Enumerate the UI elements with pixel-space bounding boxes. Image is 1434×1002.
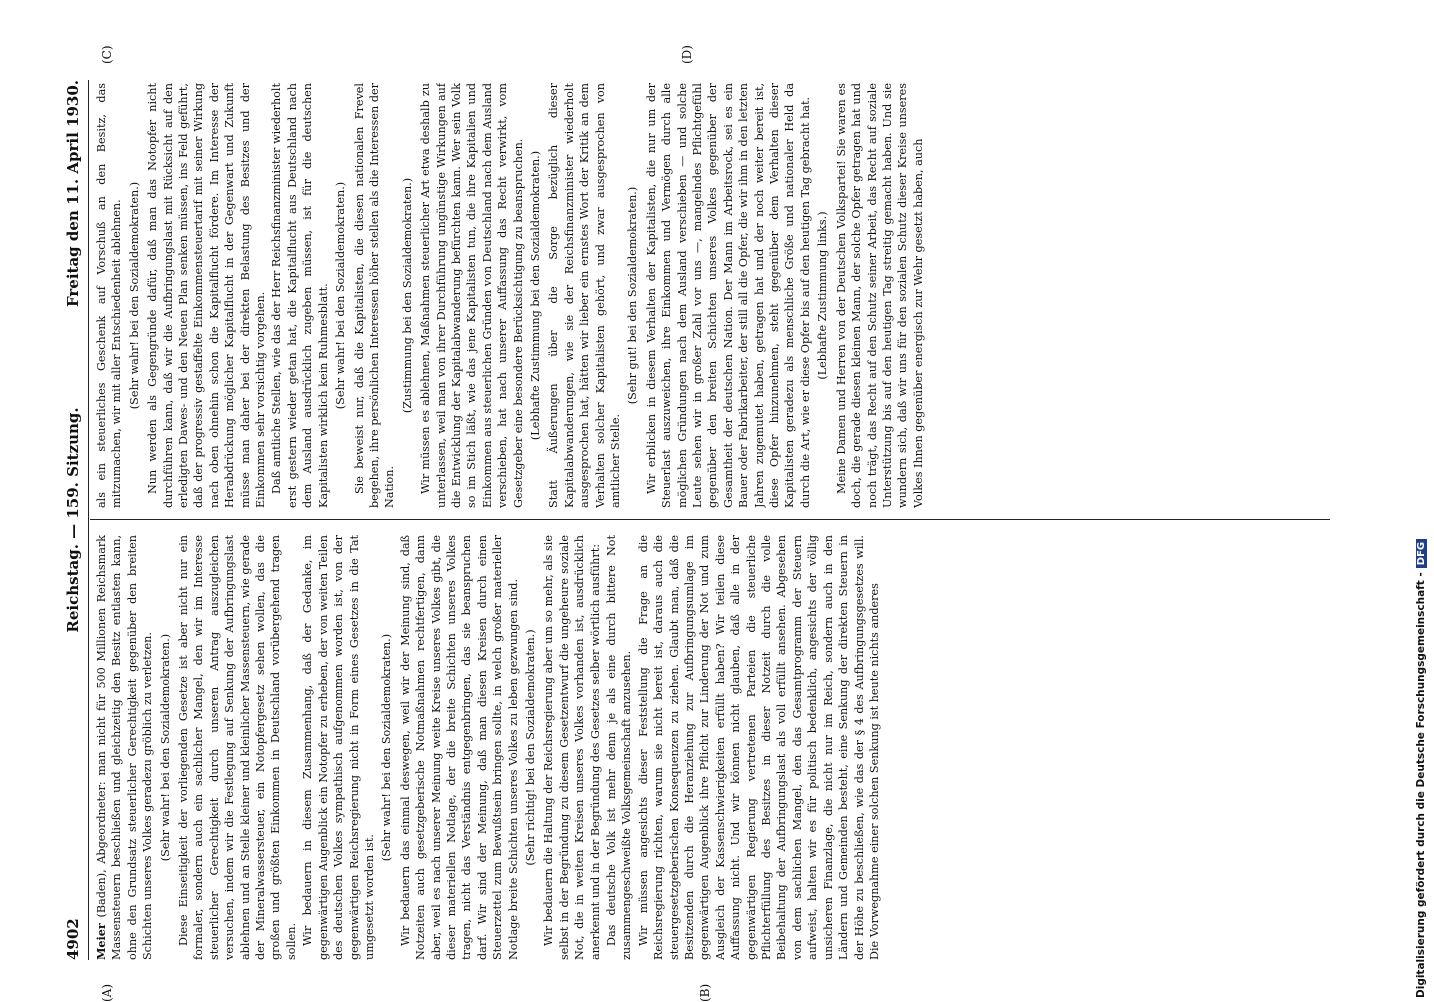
paragraph-text: Das deutsche Volk ist mehr denn je als eine durch bittere Not zusammengeschweißte Volksgemeinschaft anzusehen.: [605, 535, 634, 960]
margin-mark-a: (A): [100, 983, 114, 1002]
paragraph: [176, 535, 299, 960]
interjection: (Lebhafte Zustimmung links.): [816, 211, 830, 380]
paragraph-text: Daß amtliche Stellen, wie das der Herr Reichsfinanzminister wiederholt erst gestern wieder getan hat, die Kapitalflucht aus Deutschland nach dem Ausland ausdrücklich zugeben müssen, ist für die deutschen Kapitalisten wirklich kein Ruhmesblatt.: [270, 83, 330, 508]
margin-mark-d: (D): [680, 45, 694, 64]
paragraph: [145, 83, 268, 508]
paragraph-text: Statt Äußerungen über die Sorge bezüglich dieser Kapitalabwanderungen, wie sie der Reichsfinanzminister wiederholt ausgesprochen hat, hätten wir lieber ein ernstes Wort der Kritik an dem Verhalten solcher Kapitalisten gehört, und zwar ausgesprochen von amtlicher Stelle.: [547, 83, 622, 508]
header-rule: [88, 80, 89, 960]
interjection: (Lebhafte Zustimmung bei den Sozialdemokraten.): [528, 150, 542, 441]
paragraph: [94, 535, 156, 960]
paragraph: [300, 535, 377, 960]
interjection: (Sehr wahr! bei den Sozialdemokraten.): [127, 181, 141, 410]
paragraph: [352, 83, 398, 508]
paragraph: [398, 535, 521, 960]
paragraph-text: Wir bedauern das einmal deswegen, weil wir der Meinung sind, daß Notzeiten auch gesetzgeberische Notmaßnahmen rechtfertigen, dann aber, weil es nach unserer Meinung weite Kreise unseres Volkes gibt, die dieser materiellen Notlage, der die breite Schichten unseres Volkes tragen, nicht das Verständnis entgegenbringen, das sie beanspruchen darf. Wir sind der Meinung, daß man diesen Kreisen durch einen Steuerzettel zum Bewußtsein bringen sollte, in welch großer materieller Notlage breite Schichten unseres Volkes zu leben gezwungen sind.: [398, 535, 520, 960]
paragraph: [644, 83, 813, 508]
speaker-name: Meier: [94, 923, 108, 960]
paragraph-text: Sie beweist nur, daß die Kapitalisten, die diesen nationalen Frevel begehen, ihre persönlichen Interessen höher stellen als die Interessen der Nation.: [352, 83, 397, 508]
paragraph: [834, 83, 926, 508]
paragraph-text: Wir müssen angesichts dieser Feststellung die Frage an die Reichsregierung richten, warum sie nicht bereit ist, daraus auch die steuergesetzgeberischen Konsequenzen zu ziehen. Glaubt man, daß die Besitzenden durch die Heranziehung zur Aufbringungsumlage im gegenwärtigen Augenblick ihre Pflicht zur Linderung der Not und zum Ausgleich der Kassenschwierigkeiten erfüllt haben? Wir teilen diese Auffassung nicht. Und wir können nicht glauben, daß alle in der gegenwärtigen Regierung vertretenen Parteien die steuerliche Pflichterfüllung des Besitzes in dieser Notzeit durch die volle Beibehaltung der Aufbringungslast als voll erfüllt ansehen. Abgesehen von dem sachlichen Mangel, den das Gesamtprogramm der Steuern aufweist, halten wir es für politisch bedenklich, angesichts der völlig unsicheren Finanzlage, die nicht nur im Reich, sondern auch in den Ländern und Gemeinden besteht, eine Senkung der direkten Steuern in der Höhe zu beschließen, wie das der § 4 des Aufbringungsgesetzes will. Die Vorwegnahme einer solchen Senkung ist heute nichts anderes: [636, 535, 881, 960]
interjection: (Sehr gut! bei den Sozialdemokraten.): [626, 186, 640, 405]
interjection: (Sehr wahr! bei den Sozialdemokraten.): [158, 633, 172, 862]
page-number: 4902: [64, 918, 82, 960]
paragraph: [541, 535, 603, 960]
interjection: (Sehr wahr! bei den Sozialdemokraten.): [380, 633, 394, 862]
paragraph-text: Wir müssen es ablehnen, Maßnahmen steuerlicher Art etwa deshalb zu unterlassen, weil man von ihrer Durchführung ungünstige Wirkungen auf die Entwicklung der Kapitalabwanderung befürchten kann. Wer sein Volk so im Stich läßt, wie das jene Kapitalisten tun, die ihre Kapitalien und Einkommen aus steuerlichen Gründen von Deutschland nach dem Ausland verschieben, hat nach unserer Auffassung das Recht verwirkt, vom Gesetzgeber eine besondere Berücksichtigung zu beanspruchen.: [419, 83, 525, 508]
interjection: (Sehr richtig! bei den Sozialdemokraten.): [523, 629, 537, 866]
sidebar-credit: [1415, 13, 1431, 998]
paragraph-text: man nicht für 500 Millionen Reichsmark Massensteuern beschließen und gleichzeitig den Besitz entlasten kann, ohne den Grundsatz steuerlicher Gerechtigkeit gegenüber den breiten Schichten unseres Volkes geradezu gröblich zu verletzen.: [95, 535, 155, 960]
paragraph: [546, 83, 623, 508]
paragraph-text: Wir bedauern die Haltung der Reichsregierung aber um so mehr, als sie selbst in der Begründung zu diesem Gesetzentwurf die ungeheure soziale Not, die in weiten Kreisen unseres Volkes vorhanden ist, ausdrücklich anerkennt und in der Begründung des Gesetzes selber wörtlich ausführt:: [542, 535, 602, 960]
dfg-logo: DFG: [1416, 539, 1427, 568]
paragraph: [604, 535, 635, 960]
column-divider: [90, 519, 1330, 520]
paragraph: [636, 535, 883, 960]
margin-mark-c: (C): [100, 45, 114, 64]
paragraph: [418, 83, 526, 508]
paragraph: [94, 83, 125, 508]
speaker-role: (Baden), Abgeordneter:: [95, 775, 108, 924]
interjection: (Sehr wahr! bei den Sozialdemokraten.): [334, 181, 348, 410]
paragraph-text: als ein steuerliches Geschenk auf Vorschuß an den Besitz, das mitzumachen, wir mit aller Entschiedenheit ablehnen.: [95, 83, 124, 508]
paragraph-text: Meine Damen und Herren von der Deutschen Volkspartei! Sie waren es doch, die gerade diesen kleinen Mann, der solche Opfer getragen hat und noch trägt, das Recht auf den Schutz seiner Arbeit, das Recht auf soziale Unterstützung bis auf den heutigen Tag streitig gemacht haben. Und sie wundern sich, daß wir uns für den sozialen Schutz dieser Kreise unseres Volkes Ihnen gegenüber energisch zur Wehr gesetzt haben, auch: [834, 83, 925, 508]
margin-mark-b: (B): [698, 983, 712, 1002]
paragraph-text: Wir bedauern in diesem Zusammenhang, daß der Gedanke, im gegenwärtigen Augenblick ein Notopfer zu erheben, der von weiten Teilen des deutschen Volkes sympathisch aufgenommen worden ist, von der gegenwärtigen Reichsregierung nicht in Form eines Gesetzes in die Tat umgesetzt worden ist.: [301, 535, 376, 960]
left-column: [94, 535, 1329, 960]
paragraph-text: Nun werden als Gegengründe dafür, daß man das Notopfer nicht durchführen kann, daß wir die Aufbringungslast mit Rücksicht auf den erledigten Dawes- und den Neuen Plan senken müssen, ins Feld geführt, daß der progressiv gestaffelte Einkommensteuertarif mit seiner Wirkung nach oben ohnehin schon die Kapitalflucht fördere. Im Interesse der Herabdrückung möglicher Kapitalflucht in der Gegenwart und Zukunft müsse man daher bei der direkten Belastung des Besitzes und der Einkommen sehr vorsichtig vorgehen.: [146, 83, 268, 508]
page-header: [60, 80, 90, 960]
paragraph-text: Diese Einseitigkeit der vorliegenden Gesetze ist aber nicht nur ein formaler, sondern auch ein sachlicher Mangel, den wir im Interesse steuerlicher Gerechtigkeit durch unseren Antrag auszugleichen versuchen, indem wir die Festlegung auf Senkung der Aufbringungslast ablehnen und an Stelle kleiner und kleinlicher Massensteuern, wie gerade der Mineralwassersteuer, ein Notopfergesetz sehen wollen, das die großen und größten Einkommen in Deutschland vorübergehend tragen sollen.: [177, 535, 298, 960]
header-title: Reichstag. — 159. Sitzung.: [64, 407, 82, 633]
paragraph: [269, 83, 331, 508]
rotated-page: [60, 45, 1335, 1002]
right-column: [94, 83, 1329, 508]
header-date: Freitag den 11. April 1930.: [64, 80, 82, 307]
interjection: (Zustimmung bei den Sozialdemokraten.): [400, 177, 414, 414]
sidebar-credit-text: Digitalisierung gefördert durch die Deutsche Forschungsgemeinschaft -: [1415, 572, 1427, 998]
paragraph-text: Wir erblicken in diesem Verhalten der Kapitalisten, die nur um der Steuerlast auszuweichen, ihre Einkommen und Vermögen durch alle möglichen Gründungen nach dem Ausland verschieben — und solche Leute sehen wir in großer Zahl vor uns —, mangelndes Pflichtgefühl gegenüber den breiten Schichten unseres Volkes gegenüber der Gesamtheit der deutschen Nation. Der Mann im Arbeitsrock, sei es ein Bauer oder Fabrikarbeiter, der still all die Opfer, die wir ihm in den letzten Jahren zugemutet haben, getragen hat und der noch weiter bereit ist, diese Opfer hinzunehmen, steht gegenüber dem Verhalten dieser Kapitalisten geradezu als menschliche Größe und nationaler Held da durch die Art, wie er diese Opfer bis auf den heutigen Tag gebracht hat.: [644, 83, 812, 508]
